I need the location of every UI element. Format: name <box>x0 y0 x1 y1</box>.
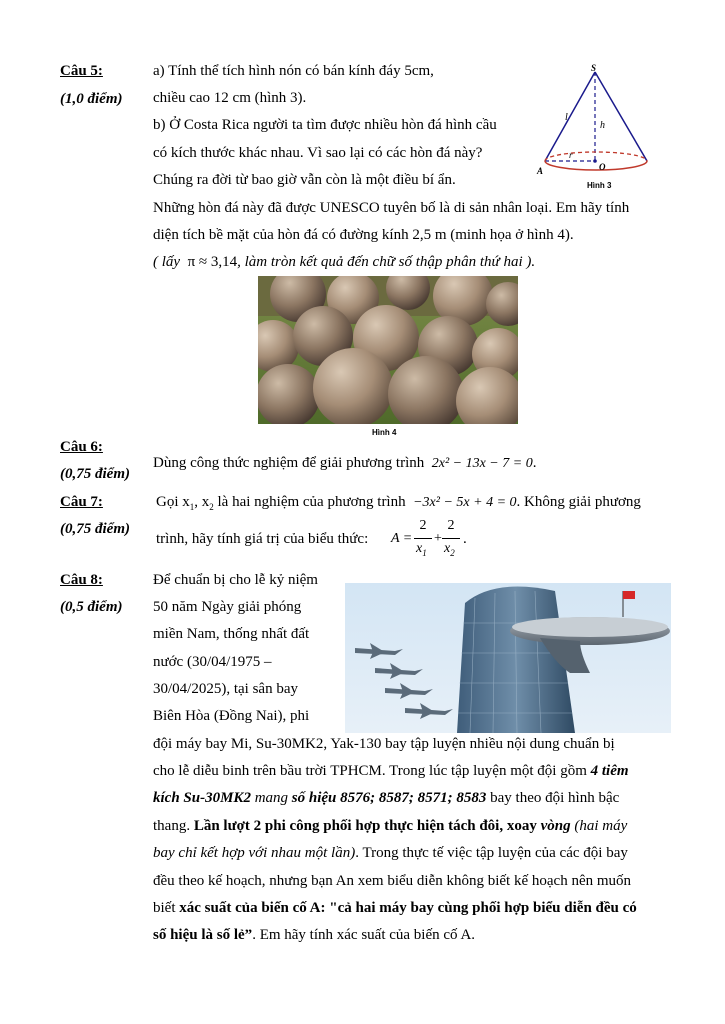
q8-line-8: cho lễ diễu binh trên bầu trời TPHCM. Trong lúc tập luyện một đội gồm 4 tiêm <box>153 763 629 779</box>
q7-sub1: 1 <box>189 502 195 512</box>
q8-points: (0,5 điểm) <box>60 599 123 615</box>
q5-line-4: có kích thước khác nhau. Vì sao lại có các hòn đá này? <box>153 145 483 161</box>
q5-line-2: chiều cao 12 cm (hình 3). <box>153 90 307 106</box>
q6-text-main: Dùng công thức nghiệm để giải phương trình <box>153 455 425 471</box>
fig3-caption: Hình 3 <box>587 181 612 190</box>
label-l: l <box>565 112 568 123</box>
q8-line-4: nước (30/04/1975 – <box>153 654 272 670</box>
q7-expr-A: A = <box>391 531 413 546</box>
q7-frac2-den: $x_2$ <box>444 541 455 558</box>
q5-points: (1,0 điểm) <box>60 91 123 107</box>
cone-slant-right <box>595 72 647 161</box>
q6-points: (0,75 điểm) <box>60 466 130 482</box>
q7-frac2-bar <box>442 538 460 539</box>
q8-line-10: thang. Lần lượt 2 phi công phối hợp thực hiện tách đôi, xoay vòng (hai máy <box>153 818 628 834</box>
q5-note-post: , làm tròn kết quả đến chữ số thập phân thứ hai ). <box>237 254 536 270</box>
q5-note <box>153 254 535 271</box>
q8-line-5: 30/04/2025), tại sân bay <box>153 681 298 697</box>
q5-note-pi: π ≈ 3,14 <box>187 254 238 270</box>
q7-points: (0,75 điểm) <box>60 521 130 537</box>
q5-line-1: a) Tính thể tích hình nón có bán kính đáy 5cm, <box>153 63 434 79</box>
q7-frac1-den: $x_1$ <box>416 541 427 558</box>
q6-equation: 2x² − 13x − 7 = 0 <box>431 456 533 471</box>
q7-frac1-num: 2 <box>419 518 427 533</box>
q6-label: Câu 6: <box>60 439 103 455</box>
q7-text-d: . Không giải phương <box>516 494 641 510</box>
tower-jets-photo <box>345 583 671 733</box>
q7-frac1-bar <box>414 538 432 539</box>
q7-sub2: 2 <box>209 502 214 512</box>
q8-label: Câu 8: <box>60 572 103 588</box>
q5-note-pre: ( lấy <box>153 254 181 270</box>
label-A: A <box>537 166 544 176</box>
q5-line-6: Những hòn đá này đã được UNESCO tuyên bố là di sản nhân loại. Em hãy tính <box>153 200 630 216</box>
q7-text-b: , x <box>194 494 210 510</box>
q8-line-6: Biên Hòa (Đồng Nai), phi <box>153 708 310 724</box>
q8-line-7: đội máy bay Mi, Su-30MK2, Yak-130 bay tập luyện nhiều nội dung chuẩn bị <box>153 736 615 752</box>
q7-text-a: Gọi x <box>156 494 190 510</box>
q7-line-1 <box>156 494 641 512</box>
q7-text-c: là hai nghiệm của phương trình <box>213 494 406 510</box>
q7-line-2: trình, hãy tính giá trị của biểu thức: <box>156 531 369 547</box>
cone-slant-left <box>545 72 595 161</box>
label-h: h <box>600 120 605 131</box>
q8-line-13: biết xác suất của biến cố A: "cả hai máy bay cùng phối hợp biểu diễn đều có <box>153 900 637 916</box>
fig4-caption: Hình 4 <box>372 428 397 437</box>
q7-period: . <box>463 531 467 547</box>
q8-line-9: kích Su-30MK2 mang số hiệu 8576; 8587; 8571; 8583 bay theo đội hình bậc <box>153 790 620 806</box>
q6-text: Dùng công thức nghiệm để giải phương trình 2x² − 13x − 7 = 0. <box>153 455 537 471</box>
q5-line-3: b) Ở Costa Rica người ta tìm được nhiều hòn đá hình cầu <box>153 117 497 133</box>
q7-frac2-num: 2 <box>447 518 455 533</box>
q7-equation: −3x² − 5x + 4 = 0 <box>413 495 517 510</box>
q7-label: Câu 7: <box>60 494 103 510</box>
cone-center-dot <box>593 159 597 163</box>
q8-line-3: miền Nam, thống nhất đất <box>153 626 310 642</box>
stone-spheres-photo <box>258 276 518 424</box>
q8-line-14: số hiệu là số lẻ”. Em hãy tính xác suất của biến cố A. <box>153 927 476 943</box>
q7-plus: + <box>434 531 442 546</box>
q5-line-7: diện tích bề mặt của hòn đá có đường kính 2,5 m (minh họa ở hình 4). <box>153 227 574 243</box>
q8-line-11: bay chỉ kết hợp với nhau một lần). Trong thực tế việc tập luyện của các đội bay <box>153 845 628 861</box>
q8-line-12: đều theo kế hoạch, nhưng bạn An xem biểu diễn không biết kế hoạch nên muốn <box>153 873 632 889</box>
cone-figure <box>535 62 675 192</box>
label-r: r <box>569 150 573 160</box>
label-O: O <box>599 162 606 172</box>
q8-line-2: 50 năm Ngày giải phóng <box>153 599 302 615</box>
label-S: S <box>591 63 597 73</box>
q8-line-1: Để chuẩn bị cho lễ kỷ niệm <box>153 572 318 588</box>
q5-label: Câu 5: <box>60 63 103 79</box>
q5-line-5: Chúng ra đời từ bao giờ vẫn còn là một điều bí ẩn. <box>153 172 456 188</box>
